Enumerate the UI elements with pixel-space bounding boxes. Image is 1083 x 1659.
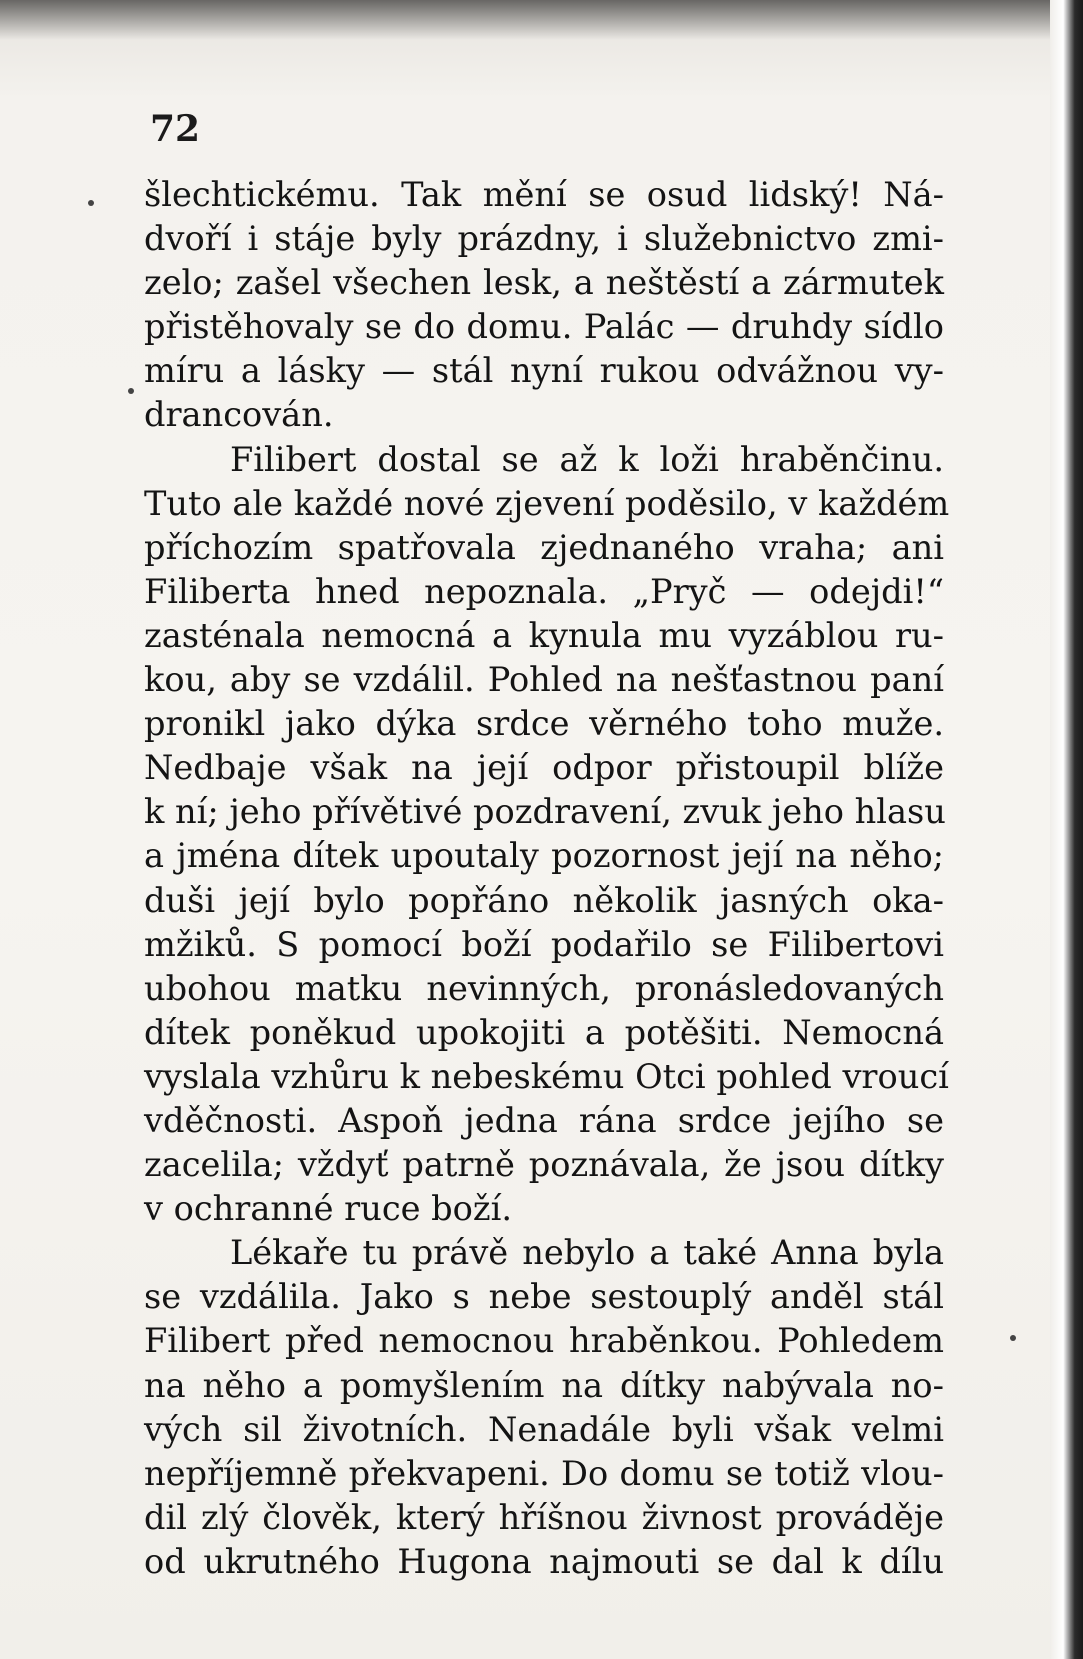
text-line: drancován. [144,395,334,435]
text-line: ubohou matku nevinných, pronásledovaných [144,968,944,1008]
text-line: přistěhovaly se do domu. Palác — druhdy sídlo [144,307,944,347]
text-line: na něho a pomyšlením na dítky nabývala no- [144,1365,944,1405]
text-line: šlechtickému. Tak mění se osud lidský! Ná- [144,175,944,214]
scan-shadow [0,0,1050,40]
text-line: zasténala nemocná a kynula mu vyzáblou ru- [144,615,944,655]
text-line: nepříjemně překvapeni. Do domu se totiž vlou- [144,1453,944,1493]
text-line: Tuto ale každé nové zjevení poděsilo, v každém [144,483,950,523]
text-line: mžiků. S pomocí boží podařilo se Filibertovi [144,924,944,964]
text-line: dvoří i stáje byly prázdny, i služebnictvo zmi- [144,219,944,259]
text-line: Nedbaje však na její odpor přistoupil blíže [144,748,944,788]
page-number: 72 [150,108,201,150]
text-line: vých sil životních. Nenadále byli však velmi [144,1409,944,1449]
text-line: vyslala vzhůru k nebeskému Otci pohled vroucí [144,1056,949,1096]
text-line: Filibert dostal se až k loži hraběnčinu. [230,439,944,479]
text-line: dítek poněkud upokojiti a potěšiti. Nemocná [144,1012,944,1052]
text-line: k ní; jeho přívětivé pozdravení, zvuk jeho hlasu [144,792,946,832]
text-line: duši její bylo popřáno několik jasných oka- [144,880,944,920]
text-line: Filibert před nemocnou hraběnkou. Pohledem [144,1321,944,1361]
text-line: a jména dítek upoutaly pozornost její na něho; [144,836,944,876]
text-line: míru a lásky — stál nyní rukou odvážnou vy- [144,351,944,391]
text-line: Filiberta hned nepoznala. „Pryč — odejdi!“ [144,571,944,611]
body-text [144,173,950,1584]
text-line: dil zlý člověk, který hříšnou živnost prováděje [144,1497,944,1537]
text-line: se vzdálila. Jako s nebe sestouplý anděl stál [144,1277,944,1317]
scan-speck [128,388,134,394]
text-line: zacelila; vždyť patrně poznávala, že jsou dítky [144,1145,944,1185]
text-line: od ukrutného Hugona najmouti se dal k dílu [144,1541,944,1581]
text-line: vděčnosti. Aspoň jedna rána srdce jejího se [144,1100,944,1140]
scan-speck [88,200,94,206]
text-line: v ochranné ruce boží. [144,1189,512,1229]
text-line: příchozím spatřovala zjednaného vraha; ani [144,527,944,567]
scan-speck [1010,1335,1016,1341]
text-line: Lékaře tu právě nebylo a také Anna byla [230,1233,944,1273]
scan-edge [1050,0,1083,1659]
text-line: zelo; zašel všechen lesk, a neštěstí a zármutek [144,263,944,303]
text-line: pronikl jako dýka srdce věrného toho muže. [144,704,944,744]
text-line: kou, aby se vzdálil. Pohled na nešťastnou paní [144,660,944,700]
